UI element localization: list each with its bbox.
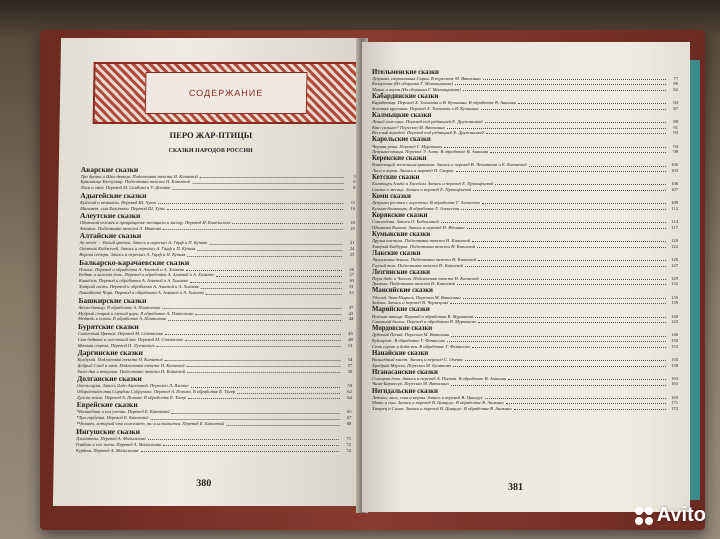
entry-title: Богатырь Альба и Хоседам. Запись и перевод Е. Прокофьевой [372, 181, 494, 187]
entry-page: 106 [671, 181, 678, 187]
dot-leader [441, 219, 666, 223]
entry-page: 103 [671, 168, 678, 174]
entry-page: 71 [346, 435, 352, 441]
entry-title: Глупый волк. Подготовка текста Н. Капиевой [372, 262, 464, 268]
entry-page: 68 [346, 421, 352, 427]
dot-leader [490, 149, 666, 153]
toc-entry [372, 344, 678, 350]
entry-page: 77 [673, 75, 678, 81]
entry-page: 31 [349, 284, 354, 290]
entry-page: 80 [673, 81, 678, 87]
entry-title: Мудрый старик и глупый царь. В обработке А. Платонова [78, 310, 194, 316]
entry-title: Зайчик. Запись и перевод В. Чернецова [372, 300, 448, 306]
dot-leader [232, 220, 343, 224]
entry-title: Смоляной бычок. Перевод и обработка В. Муравьева [372, 319, 476, 325]
entry-title: Дымъял. Подготовка текста Н. Капиевой [372, 281, 456, 287]
section-heading: Мордовские сказки [372, 325, 433, 333]
entry-title: Акъял-батыр. В обработке А. Платонова [78, 304, 161, 310]
toc-entry [372, 206, 678, 212]
toc-entry [372, 363, 678, 369]
dot-leader [168, 206, 344, 210]
dot-leader [196, 311, 342, 315]
entry-title: Лягушкины деньги. Подготовка текста Н. Капиевой [372, 256, 477, 262]
dot-leader [457, 281, 666, 285]
entry-page: 26 [349, 266, 355, 272]
entry-title: Намыс. Перевод и обработка А. Алиевой и А. Холаева [79, 266, 185, 272]
entry-page: 82 [673, 86, 678, 92]
entry-page: 37 [348, 304, 354, 310]
entry-title: Магомет, сын Болотоко. Перевод Ш. Хута [80, 205, 166, 211]
dot-leader [187, 369, 340, 373]
entry-page: 172 [671, 405, 678, 411]
entry-title: Казарочка (Из сборника Г. Меновщикова) [372, 81, 454, 87]
dot-leader [201, 284, 342, 288]
entry-title: Мышь и ворон (Из сборника Г. Меновщикова) [372, 86, 461, 92]
entry-page: 54 [347, 357, 353, 363]
entry-title: Охотник Каджегей. Запись и пересказ А. Гарф и П. Кучияк [79, 246, 196, 252]
entry-page: 143 [671, 319, 678, 325]
entry-page: 64 [347, 395, 352, 401]
dot-leader [237, 389, 340, 393]
entry-title: Семь сирот и баба-яга. В обработке Г. Фетисова [372, 343, 470, 349]
entry-title: Лиса и змея. Перевод М. Саидова и У. Дохаят [80, 185, 171, 191]
watermark-text: Avito [656, 504, 706, 526]
entry-title: Хитрый Байбурак. Подготовка текста Н. Капиевой [372, 243, 476, 249]
dot-leader [463, 87, 666, 91]
section-heading: Корякские сказки [372, 211, 428, 219]
dot-leader [148, 436, 340, 440]
entry-title: Джантелы. Перевод А. Мальсагова [76, 435, 146, 441]
entry-title: Солнечный Цветок. Перевод М. Степанова [77, 330, 164, 336]
dot-leader [172, 185, 343, 189]
entry-title: Левый глаз хана. Перевод под редакцией Е. Дружининой [372, 119, 483, 125]
dot-leader [450, 300, 666, 304]
book-subtitle: СКАЗКИ НАРОДОВ РОССИИ [168, 148, 253, 154]
dot-leader [163, 442, 339, 446]
entry-title: Черная утка. Перевод Г. Мурашина [372, 143, 442, 149]
entry-page: 155 [671, 356, 678, 362]
dot-leader [518, 100, 666, 104]
right-page [362, 42, 690, 512]
ornamental-header [93, 62, 360, 124]
section-heading: Карельские сказки [372, 136, 431, 144]
entry-title: Красавица Елепухкар. Подготовка текста Н. Капиевой [80, 179, 191, 185]
entry-title: Летяга, лиса, сова и нерпы. Запись и перевод В. Цинциус [372, 394, 484, 400]
entry-page: 171 [671, 400, 678, 406]
dot-leader [200, 174, 344, 178]
toc-entry [76, 448, 351, 454]
entry-page: 16 [350, 205, 356, 211]
section-heading: Мансийские сказки [372, 287, 433, 295]
contents-heading: СОДЕРЖАНИЕ [188, 88, 264, 98]
entry-page: 33 [349, 290, 354, 296]
entry-title: Девушка ростом с веретено. В обработке Г. Алексеева [372, 200, 480, 206]
dot-leader [162, 305, 341, 309]
entry-title: Одинокий человек и превращение женщины в лисицу. Перевод И. Ковельсона [79, 220, 231, 226]
dot-leader [190, 278, 342, 282]
section-heading: Аварские сказки [80, 164, 139, 174]
dot-leader [453, 363, 666, 367]
entry-page: 109 [671, 200, 678, 206]
toc-entry [372, 263, 678, 269]
section-heading: Нанайские сказки [372, 349, 429, 357]
entry-page: 58 [347, 368, 353, 374]
dot-leader [191, 383, 341, 387]
entry-title: Веселый воробей. Перевод под редакцией Е. Дружининой [372, 130, 484, 136]
entry-page: 84 [673, 100, 678, 106]
toc-entry [372, 87, 678, 93]
section-heading: Марийские сказки [372, 306, 430, 314]
entry-page: 6 [353, 179, 356, 185]
entry-page: 112 [671, 205, 678, 211]
section-heading: Ингушские сказки [76, 426, 141, 436]
toc-entry [372, 130, 678, 136]
entry-title: Хала-Ава и петушок. Подготовка текста Н. Капиевой [77, 368, 186, 374]
entry-page: 57 [347, 362, 353, 368]
entry-page: 27 [349, 272, 354, 278]
entry-title: Бедняк и ханская дочь. Перевод и обработка А. Алиевой и А. Холаева [78, 272, 214, 278]
toc-entry [372, 168, 678, 174]
entry-title: Новчык-патыр. Перевод и обработка В. Муравьева [372, 313, 474, 319]
dot-leader [481, 276, 666, 280]
dot-leader [210, 240, 343, 244]
dot-leader [463, 295, 666, 299]
entry-page: 98 [673, 149, 678, 155]
entry-title: Сокольдзая. Запись О. Бабошиной [372, 219, 439, 225]
entry-title: Кулдухай. Подготовка текста Н. Капиевой [77, 357, 163, 363]
dot-leader [140, 448, 338, 452]
dot-leader [508, 376, 666, 380]
entry-page: 150 [671, 338, 678, 344]
dot-leader [495, 181, 666, 185]
left-page [53, 38, 364, 506]
entry-page: 87 [673, 105, 678, 111]
entry-title: Храбрый Мэргэн. Пересказ М. Булатова [372, 362, 451, 368]
entry-title: Кто сильнее? Пересказ М. Ваталина [372, 124, 445, 130]
section-heading: Нганасанские сказки [372, 368, 438, 376]
entry-title: Верная сестра. Запись и пересказ А. Гарф и П. Кучияк [79, 252, 186, 258]
entry-page: 91 [673, 124, 678, 130]
entry-page: 93 [673, 130, 678, 136]
entry-page: 114 [671, 219, 678, 225]
entry-title: *Волшебник и его ученик. Перевод Е. Катаевой [76, 409, 170, 415]
entry-title: Шаманка Кытна. Запись и перевод Н. Вдовина [372, 224, 465, 230]
dot-leader [186, 267, 342, 271]
entry-title: Меткая стрела. Перевод Н. Луговского [77, 342, 156, 348]
section-heading: Лезгинские сказки [372, 268, 431, 276]
dot-leader [447, 125, 666, 129]
entry-page: 11 [350, 199, 356, 205]
entry-title: Волшебный кисет. Запись и перевод С. Оненко [372, 356, 464, 362]
entry-title: Оборотничества Сорадом Собрунова. Перевод А. Попова. В обработке Е. Тагер [76, 389, 236, 395]
dot-leader [461, 206, 666, 210]
dot-leader [472, 238, 666, 242]
entry-title: Золотая крупинка. Перевод Х. Тагимова и В. Кузьмина [372, 105, 479, 111]
entry-page: 146 [671, 332, 678, 338]
dot-leader [465, 357, 666, 361]
dot-leader [188, 395, 340, 399]
entry-page: 153 [671, 343, 678, 349]
entry-page: 158 [671, 362, 678, 368]
dot-leader [226, 421, 339, 425]
dot-leader [486, 130, 666, 134]
section-heading: Башкирские сказки [78, 295, 147, 305]
entry-page: 163 [671, 375, 678, 381]
entry-page: 140 [671, 313, 678, 319]
entry-title: Дубовый Пачай. Пересказ М. Ваталина [372, 332, 450, 338]
dot-leader [163, 226, 343, 230]
dot-leader [165, 357, 341, 361]
dot-leader [198, 246, 343, 250]
entry-page: 72 [346, 441, 352, 447]
entry-title: Солнцева дочь. Запись и перевод А. Попова. В обработке В. Аникина [372, 375, 507, 381]
entry-title: Гомбот и его жена. Перевод А. Мальсагова [75, 441, 162, 447]
dot-leader [465, 263, 666, 267]
entry-page: 165 [671, 381, 678, 387]
dot-leader [192, 179, 344, 183]
dot-leader [447, 338, 666, 342]
dot-leader [485, 395, 666, 399]
entry-page: 45 [348, 330, 353, 336]
section-heading: Адыгейские сказки [80, 190, 147, 200]
section-heading: Еврейские сказки [76, 400, 138, 410]
entry-page: 44 [348, 316, 354, 322]
dot-leader [467, 225, 666, 229]
section-heading: Даргинские сказки [77, 348, 143, 358]
toc-entry [372, 300, 678, 306]
dot-leader [485, 119, 667, 123]
entry-title: Девушка, строптивая Сирин. В пересказе М. Ваталина [372, 75, 481, 81]
entry-page: 19 [350, 225, 355, 231]
entry-title: Куйгорож. В обработке Г. Фетисова [372, 338, 445, 344]
entry-page: 59 [347, 383, 353, 389]
toc-entry [372, 319, 678, 325]
dot-leader [473, 187, 666, 191]
entry-title: Хитрец и Силач. Запись и перевод В. Цинциус. В обработке В. Аникина [372, 405, 512, 411]
dot-leader [151, 415, 340, 419]
avito-watermark [635, 504, 706, 527]
entry-page: 43 [348, 310, 354, 316]
entry-page: 51 [348, 342, 353, 348]
entry-page: 120 [671, 238, 678, 244]
entry-page: 3 [353, 173, 356, 179]
toc-entry [372, 381, 678, 387]
entry-page: 88 [673, 119, 678, 125]
dot-leader [483, 76, 666, 80]
toc-entry [372, 225, 678, 231]
entry-page: 135 [671, 294, 678, 300]
entry-title: Олень-щука. Запись Огдо Аксеновой. Пересказ Л. Яхнина [76, 383, 189, 389]
dot-leader [478, 257, 666, 261]
entry-page: 65 [346, 409, 352, 415]
section-heading: Коми сказки [372, 193, 411, 201]
dot-leader [216, 272, 342, 276]
entry-page: 139 [671, 300, 678, 306]
dot-leader [455, 81, 666, 85]
entry-page: 94 [673, 143, 678, 149]
entry-page: 74 [346, 447, 351, 453]
section-heading: Керекские сказки [372, 155, 427, 163]
toc-entry [372, 149, 678, 155]
entry-page: 8 [353, 185, 356, 191]
entry-page: 25 [349, 252, 355, 258]
section-heading: Кумыкские сказки [372, 230, 431, 238]
entry-page: 169 [671, 394, 678, 400]
dot-leader [481, 106, 666, 110]
entry-title: Атхаюк. Подготовка текста Л. Иванова [79, 225, 161, 231]
entry-title: Лошадиная Чора. Перевод и обработка А. Алиевой и А. Холаева [78, 290, 204, 296]
entry-title: Сын бедняка и жестокий хан. Перевод М. Степанова [77, 336, 184, 342]
entry-page: 67 [346, 415, 352, 421]
section-heading: Кабардинские сказки [372, 92, 439, 100]
toc-entry [372, 106, 678, 112]
toc-entry [372, 187, 678, 193]
dot-leader [478, 319, 666, 323]
toc-left [76, 165, 356, 453]
section-heading: Долганские сказки [77, 374, 142, 384]
entry-title: Дужка земли. Перевод А. Попова. В обработке Е. Тагер [76, 395, 187, 401]
dot-leader [456, 168, 666, 172]
section-heading: Ительменские сказки [372, 68, 439, 76]
entry-page: 127 [671, 262, 678, 268]
dot-leader [158, 200, 343, 204]
section-heading: Негидальские сказки [372, 387, 438, 395]
entry-page: 62 [347, 389, 352, 395]
dot-leader [187, 363, 341, 367]
entry-page: 30 [349, 278, 354, 284]
section-heading: Балкарско-карачаевские сказки [79, 257, 190, 267]
dot-leader [168, 316, 341, 320]
book-title: ПЕРО ЖАР-ПТИЦЫ [169, 130, 253, 140]
dot-leader [506, 400, 666, 404]
entry-title: Три брата и Шах-девица. Подготовка текста Н. Капиевой [80, 173, 198, 179]
section-heading: Алтайские сказки [79, 231, 142, 241]
entry-title: Владеющий железным крючком. Запись и перевод В. Леонтьева и Е. Катаевой [372, 162, 527, 168]
dot-leader [514, 406, 666, 410]
toc-entry [372, 406, 678, 412]
entry-title: Ак-чечек — Белый цветок. Запись и пересказ А. Гарф и П. Кучияк [79, 240, 208, 246]
dot-leader [444, 144, 666, 148]
toc-entry [372, 281, 678, 287]
entry-title: Лиса и ворон. Запись и перевод П. Скорик [372, 168, 454, 174]
section-heading: Алеутские сказки [79, 211, 141, 221]
entry-page: 132 [671, 281, 678, 287]
dot-leader [185, 337, 341, 341]
entry-title: Добрый Саид и змея. Подготовка текста Н. Капиевой [77, 362, 185, 368]
dot-leader [477, 244, 666, 248]
avito-logo-icon [635, 507, 653, 525]
entry-title: Удалой Эква-Пырись. Пересказ М. Ваталина [372, 294, 461, 300]
entry-page: 21 [349, 240, 355, 246]
page-number-left: 380 [196, 478, 212, 489]
page-number-right: 381 [508, 482, 523, 493]
entry-title: Чина-Барикчуй. Пересказ М. Ваталина [372, 381, 449, 387]
entry-page: 129 [671, 275, 678, 281]
dot-leader [451, 381, 666, 385]
entry-title: Девушка-птица. Перевод Э. Алто. В обработке В. Аникина [372, 149, 489, 155]
entry-title: Друзья пастуха. Подготовка текста Н. Капиевой [372, 238, 471, 244]
dot-leader [171, 409, 339, 413]
entry-title: Карабатыр. Перевод Х. Тагимова и В. Кузьмина. В обработке В. Аникина [372, 100, 517, 106]
dot-leader [157, 343, 341, 347]
entry-title: Хитрый гость. Перевод и обработка А. Алиевой и А. Холаева [78, 284, 200, 290]
entry-title: Коккёзов. Перевод и обработка А. Алиевой и А. Холаева [78, 278, 189, 284]
entry-page: 117 [671, 224, 678, 230]
dot-leader [472, 344, 666, 348]
entry-title: Сказка о месяце. Запись и перевод Е. Прокофьевой [372, 186, 472, 192]
entry-title: Медведь и пчелы. В обработке А. Платонова [78, 316, 167, 322]
entry-title: Пери-Заде и Чагала. Подготовка текста Н. Капиевой [372, 275, 479, 281]
dot-leader [206, 290, 342, 294]
entry-page: 107 [671, 186, 678, 192]
entry-page: 122 [671, 243, 678, 249]
entry-page: 100 [671, 162, 678, 168]
dot-leader [451, 332, 666, 336]
entry-page: 126 [671, 256, 678, 262]
entry-title: Курдаш. Перевод А. Мальсагова [75, 447, 139, 453]
entry-page: 18 [350, 220, 355, 226]
toc-right [372, 68, 678, 412]
section-heading: Кетские сказки [372, 174, 420, 182]
entry-title: *Человек, который что пожелает, то и исполнится. Перевод Е. Катаевой [76, 421, 225, 427]
entry-title: *Три горбунка. Перевод Е. Катаевой [76, 415, 149, 421]
toc-entry [372, 244, 678, 250]
section-heading: Лакские сказки [372, 249, 421, 257]
section-heading: Калмыцкие сказки [372, 111, 432, 119]
entry-title: Кузьма-богатырь. В обработке Г. Алексеева [372, 205, 460, 211]
dot-leader [165, 331, 341, 335]
dot-leader [482, 200, 666, 204]
entry-page: 48 [348, 336, 353, 342]
dot-leader [529, 162, 666, 166]
section-heading: Бурятские сказки [77, 321, 139, 331]
entry-page: 24 [349, 246, 355, 252]
dot-leader [475, 314, 666, 318]
dot-leader [188, 252, 343, 256]
entry-title: Мать и сын. Запись и перевод В. Цинциус. В обработке В. Аникина [372, 400, 504, 406]
entry-title: Куйжий и великаны. Перевод Ш. Хута [80, 199, 156, 205]
